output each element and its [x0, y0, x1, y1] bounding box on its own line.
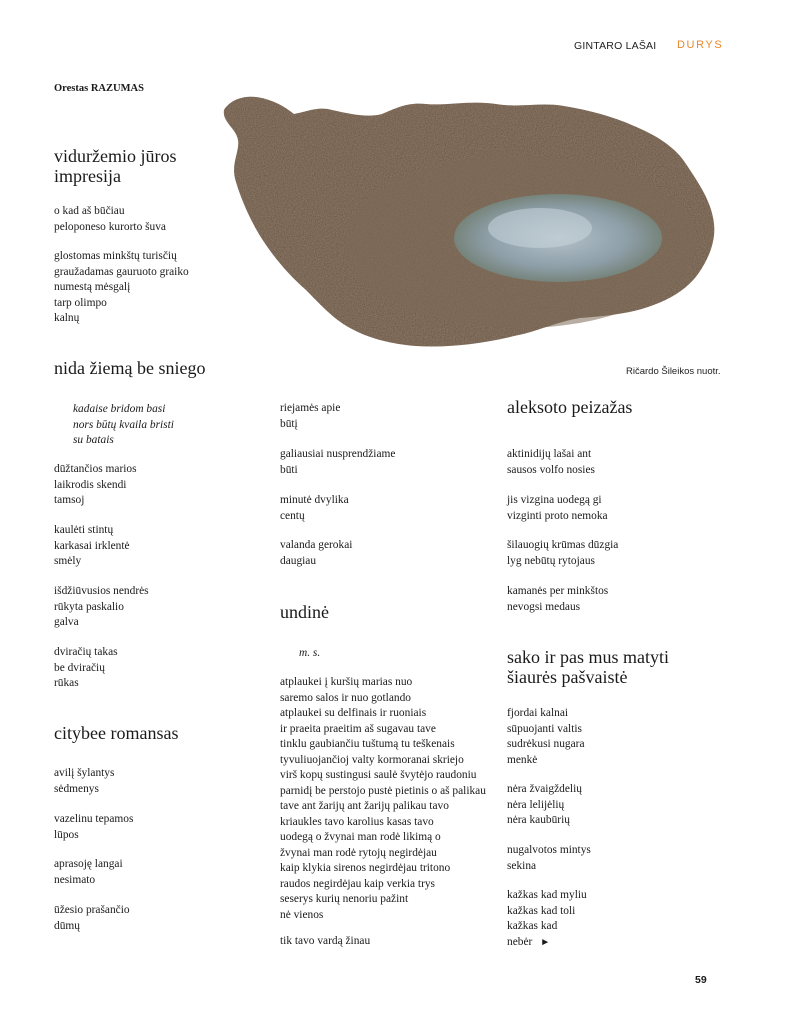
- stanza: [507, 888, 587, 950]
- verse-line: uodegą o žvynai man rodė likimą o: [280, 831, 441, 843]
- verse-line: ūžesio prašančio: [54, 904, 130, 916]
- verse-line: numestą mėsgalį: [54, 281, 131, 293]
- stanza: [507, 447, 595, 478]
- verse-line: kadaise bridom basi: [73, 403, 166, 415]
- poem-title-citybee: citybee romansas: [54, 723, 179, 743]
- stanza: [54, 462, 137, 509]
- verse-line: galva: [54, 616, 79, 628]
- verse-line: centų: [280, 509, 305, 522]
- verse-line: vizginti proto nemoka: [507, 509, 608, 522]
- verse-line: rūkas: [54, 677, 79, 689]
- verse-line: aprasoję langai: [54, 858, 123, 870]
- verse-line: karkasai irklentė: [54, 539, 130, 552]
- stanza: [280, 447, 395, 478]
- verse-line: glostomas minkštų turisčių: [54, 250, 177, 262]
- verse-line: dviračių takas: [54, 646, 118, 658]
- verse-line: rūkyta paskalio: [54, 600, 124, 613]
- verse-line: šilauogių krūmas dūzgia: [507, 539, 619, 551]
- epigraph: [73, 402, 174, 449]
- verse-line: kažkas kad: [507, 920, 558, 932]
- verse-line: seserys kurių nenoriu pažint: [280, 893, 409, 905]
- section-name: GINTARO LAŠAI: [574, 40, 657, 52]
- verse-line: dūžtančios marios: [54, 463, 137, 475]
- verse-line: dūmų: [54, 919, 80, 932]
- verse-line: nesimato: [54, 873, 96, 886]
- stanza: [280, 538, 352, 569]
- verse-line: būti: [280, 463, 298, 476]
- verse-line: kažkas kad myliu: [507, 889, 587, 901]
- page-number: 59: [695, 974, 707, 986]
- stanza: [507, 706, 585, 768]
- verse-line: lyg nebūtų rytojaus: [507, 554, 595, 567]
- verse-line: tarp olimpo: [54, 296, 107, 309]
- author-name: Orestas RAZUMAS: [54, 83, 144, 94]
- continue-arrow-icon: ►: [540, 936, 551, 948]
- verse-line: sėdmenys: [54, 782, 99, 795]
- verse-line: jis vizgina uodegą gi: [507, 494, 602, 506]
- verse-line: atplaukei į kuršių marias nuo: [280, 676, 413, 688]
- verse-line: nėra kaubūrių: [507, 814, 570, 826]
- poem-title-viduzemio: [54, 146, 176, 186]
- verse-line: avilį šylantys: [54, 767, 115, 779]
- verse-line: kalnų: [54, 312, 80, 324]
- verse-line: nors būtų kvaila bristi: [73, 418, 174, 431]
- stanza: [280, 934, 370, 950]
- verse-text: nebėr: [507, 935, 533, 948]
- stanza: [280, 493, 349, 524]
- stanza: [507, 843, 591, 874]
- verse-line: tik tavo vardą žinau: [280, 935, 371, 947]
- verse-line: atplaukei su delfinais ir ruoniais: [280, 707, 427, 719]
- verse-line: sekina: [507, 859, 537, 872]
- verse-line: o kad aš būčiau: [54, 205, 125, 217]
- dedication: [299, 646, 320, 662]
- verse-line: smėly: [54, 555, 82, 567]
- verse-line: be dviračių: [54, 661, 105, 674]
- verse-line: saremo salos ir nuo gotlando: [280, 691, 411, 704]
- poem-title-nida: nida žiemą be sniego: [54, 358, 206, 378]
- verse-line: menkė: [507, 753, 538, 766]
- verse-line: kriaukles tavo karolius kasas tavo: [280, 815, 434, 828]
- verse-line: lūpos: [54, 828, 79, 841]
- verse-line: sausos volfo nosies: [507, 463, 595, 476]
- stanza: [54, 249, 189, 327]
- verse-line: virš kopų sustingusi saulė švytėjo raudoniu: [280, 769, 477, 781]
- stone-pool-highlight: [488, 208, 592, 248]
- stanza: [54, 645, 118, 692]
- verse-line: sudrėkusi nugara: [507, 738, 585, 750]
- photo-caption: Ričardo Šileikos nuotr.: [626, 366, 721, 377]
- title-line: viduržemio jūros: [54, 146, 177, 166]
- verse-line: būtį: [280, 417, 298, 430]
- verse-line: valanda gerokai: [280, 539, 353, 551]
- verse-line: laikrodis skendi: [54, 478, 127, 491]
- verse-line: žvynai man rodė rytojų negirdėjau: [280, 846, 437, 859]
- stanza: [54, 204, 166, 235]
- poem-title-aleksoto: aleksoto peizažas: [507, 397, 633, 417]
- verse-line: fjordai kalnai: [507, 707, 569, 719]
- verse-line: su batais: [73, 434, 114, 446]
- stanza: [507, 493, 608, 524]
- verse-line: parnidį be perstojo pustė pietinis o aš palikau: [280, 784, 486, 797]
- stanza: [54, 903, 130, 934]
- stanza: [54, 812, 133, 843]
- verse-line: raudos negirdėjau kaip verkia trys: [280, 877, 435, 890]
- poem-title-undine: undinė: [280, 602, 329, 622]
- stanza: [54, 857, 123, 888]
- verse-line: aktinidijų lašai ant: [507, 448, 592, 460]
- verse-line: nėra lelijėlių: [507, 798, 565, 811]
- verse-line: peloponeso kurorto šuva: [54, 220, 166, 233]
- verse-line: išdžiūvusios nendrės: [54, 585, 149, 597]
- verse-line: sūpuojanti valtis: [507, 722, 582, 735]
- verse-line: riejamės apie: [280, 402, 341, 414]
- verse-line: galiausiai nusprendžiame: [280, 448, 396, 460]
- poem-title-sako: [507, 647, 669, 687]
- stanza: [280, 675, 486, 923]
- verse-line: nevogsi medaus: [507, 600, 581, 613]
- verse-line: tyvuliuojančioj valty kormoranai skriejo: [280, 753, 464, 766]
- title-line: šiaurės pašvaistė: [507, 667, 628, 687]
- verse-line: tinklu gaubiančiu tuštumą tu teškenais: [280, 738, 455, 750]
- stone-photo: [220, 92, 720, 354]
- verse-line: kaip klykia sirenos negirdėjau tritono: [280, 862, 451, 874]
- magazine-name: DURYS: [677, 39, 724, 51]
- stanza: [280, 401, 340, 432]
- verse-line: ir praeita praeitim aš sugavau tave: [280, 722, 436, 735]
- verse-line: nėra žvaigždelių: [507, 783, 582, 795]
- verse-line: kažkas kad toli: [507, 904, 576, 917]
- title-line: sako ir pas mus matyti: [507, 647, 669, 667]
- verse-line: nugalvotos mintys: [507, 844, 591, 856]
- verse-line-last: [507, 935, 587, 951]
- verse-line: graužadamas gauruoto graiko: [54, 265, 189, 278]
- verse-line: tave ant žarijų ant žarijų palikau tavo: [280, 800, 449, 812]
- stanza: [54, 766, 114, 797]
- verse-line: vazelinu tepamos: [54, 813, 134, 825]
- verse-line: minutė dvylika: [280, 494, 349, 506]
- stanza: [54, 584, 149, 631]
- stanza: [507, 782, 582, 829]
- title-line: impresija: [54, 166, 121, 186]
- stanza: [54, 523, 130, 570]
- verse-line: tamsoj: [54, 494, 85, 506]
- verse-line: nė vienos: [280, 908, 324, 921]
- stanza: [507, 538, 618, 569]
- verse-line: daugiau: [280, 554, 317, 567]
- verse-line: m. s.: [299, 647, 321, 659]
- verse-line: kaulėti stintų: [54, 524, 114, 536]
- stanza: [507, 584, 608, 615]
- verse-line: kamanės per minkštos: [507, 585, 609, 597]
